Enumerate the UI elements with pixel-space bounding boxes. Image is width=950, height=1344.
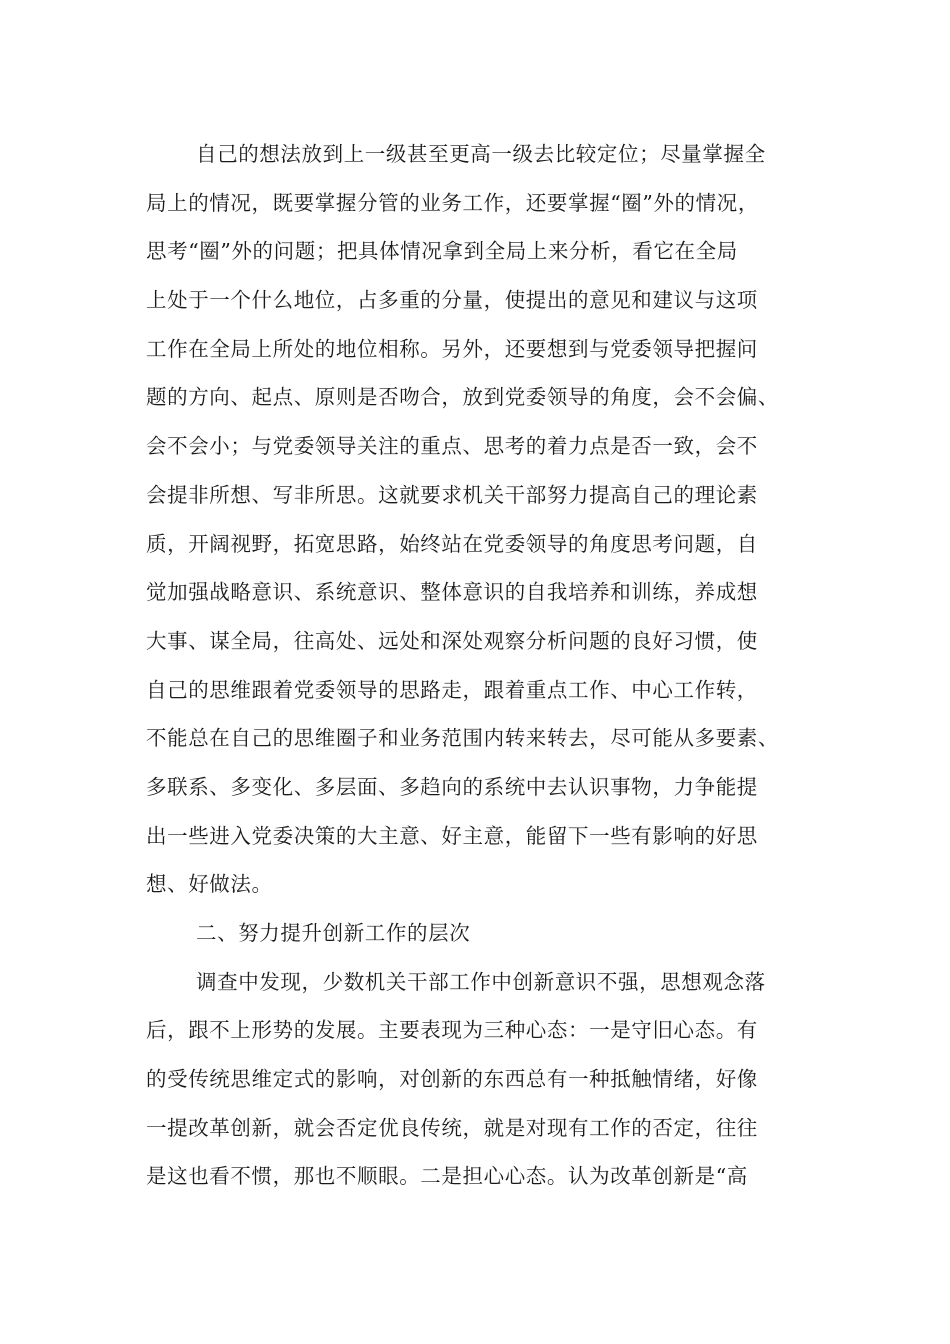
text-line: 不能总在自己的思维圈子和业务范围内转来转去，尽可能从多要素、 [146,726,779,751]
text-line: 调查中发现，少数机关干部工作中创新意识不强，思想观念落 [196,969,766,994]
text-line: 自己的思维跟着党委领导的思路走，跟着重点工作、中心工作转， [146,677,758,702]
text-line: 局上的情况，既要掌握分管的业务工作，还要掌握“圈”外的情况， [146,190,759,215]
text-line: 觉加强战略意识、系统意识、整体意识的自我培养和训练，养成想 [146,580,758,605]
text-line: 是这也看不惯，那也不顺眼。二是担心心态。认为改革创新是“高 [146,1164,748,1189]
text-line: 思考“圈”外的问题；把具体情况拿到全局上来分析，看它在全局 [146,239,738,264]
text-line: 多联系、多变化、多层面、多趋向的系统中去认识事物，力争能提 [146,774,758,799]
text-line: 题的方向、起点、原则是否吻合，放到党委领导的角度，会不会偏、 [146,385,779,410]
body-text [146,130,806,1201]
text-line: 工作在全局上所处的地位相称。另外，还要想到与党委领导把握问 [146,336,758,361]
text-line: 一提改革创新，就会否定优良传统，就是对现有工作的否定，往往 [146,1115,758,1140]
text-line: 自己的想法放到上一级甚至更高一级去比较定位；尽量掌握全 [196,142,766,166]
text-line: 出一些进入党委决策的大主意、好主意，能留下一些有影响的好思 [146,823,758,848]
text-line: 大事、谋全局，往高处、远处和深处观察分析问题的良好习惯，使 [146,628,758,653]
text-line: 想、好做法。 [146,872,273,897]
text-line: 质，开阔视野，拓宽思路，始终站在党委领导的角度思考问题，自 [146,531,758,556]
text-line: 的受传统思维定式的影响，对创新的东西总有一种抵触情绪，好像 [146,1067,758,1092]
text-line: 上处于一个什么地位，占多重的分量，使提出的意见和建议与这项 [146,288,758,313]
section-heading: 二、努力提升创新工作的层次 [196,921,471,945]
text-line: 会不会小；与党委领导关注的重点、思考的着力点是否一致，会不 [146,434,758,459]
text-line: 会提非所想、写非所思。这就要求机关干部努力提高自己的理论素 [146,482,758,507]
text-line: 后，跟不上形势的发展。主要表现为三种心态：一是守旧心态。有 [146,1018,758,1043]
